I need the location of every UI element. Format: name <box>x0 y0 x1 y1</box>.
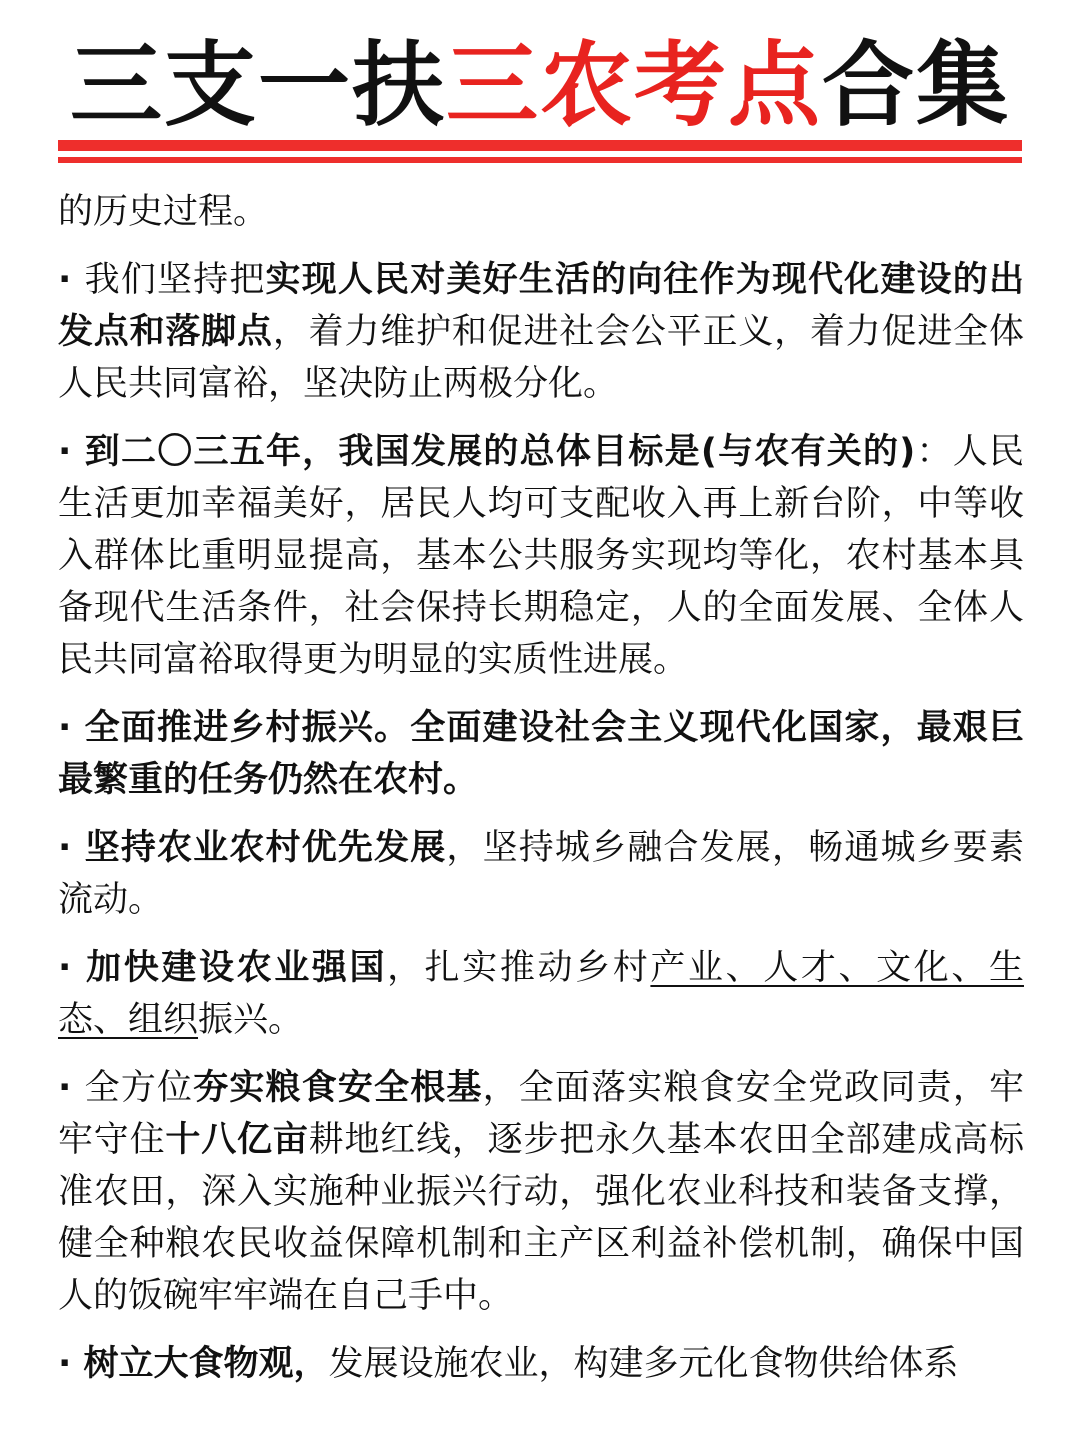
text-run: ，坚持城乡融合发展，畅通城乡要素流动。 <box>58 828 1024 920</box>
paragraph-continuation <box>58 186 1024 238</box>
bullet: · <box>58 1068 85 1108</box>
bold-phrase: 实现人民对美好生活的向往作为现代化建设的出发点和落脚点 <box>58 260 1024 352</box>
text-run: 我们坚持把 <box>84 260 266 300</box>
bold-phrase: 坚持农业农村优先发展 <box>84 828 447 868</box>
text-run: 耕地红线，逐步把永久基本农田全部建成高标准农田，深入实施种业振兴行动，强化农业科技和装备支撑，健全种粮农民收益保障机制和主产区利益补偿机制，确保中国人的饭碗牢牢端在自己手中。 <box>58 1120 1024 1316</box>
bold-phrase: 树立大食物观， <box>83 1344 329 1384</box>
paragraph-agriculture-priority <box>58 822 1024 926</box>
paragraph-agricultural-power <box>58 942 1024 1046</box>
text-run: ，扎实推动乡村 <box>387 948 651 988</box>
bold-phrase: 夯实粮食安全根基 <box>193 1068 483 1108</box>
bullet: · <box>58 260 85 300</box>
page-title <box>0 26 1080 146</box>
bold-phrase: 十八亿亩 <box>165 1120 309 1160</box>
text-run: ，全面落实粮食安全党政同责，牢牢守住 <box>58 1068 1024 1160</box>
paragraph-rural-revitalization <box>58 702 1024 806</box>
bold-phrase: 全面推进乡村振兴。全面建设社会主义现代化国家，最艰巨最繁重的任务仍然在农村。 <box>58 708 1024 800</box>
text-run: ，着力维护和促进社会公平正义，着力促进全体人民共同富裕，坚决防止两极分化。 <box>58 312 1024 404</box>
bullet: · <box>58 708 85 748</box>
paragraph-2035-goals <box>58 426 1024 686</box>
title-highlight: 三农考点 <box>445 32 822 139</box>
paragraph-big-food-view <box>58 1338 1024 1390</box>
underlined-phrase: 产业、人才、文化、生态、组织 <box>58 948 1024 1040</box>
bold-phrase: 到二〇三五年，我国发展的总体目标是(与农有关的) <box>84 432 916 472</box>
title-divider-thick <box>58 140 1022 151</box>
bullet: · <box>58 828 85 868</box>
paragraph-people-centered <box>58 254 1024 410</box>
bullet: · <box>58 948 87 988</box>
text-run: 的历史过程。 <box>58 192 269 232</box>
title-part-1: 三支一扶 <box>69 32 446 139</box>
text-run: 发展设施农业，构建多元化食物供给体系 <box>328 1344 959 1384</box>
text-run: ：人民生活更加幸福美好，居民人均可支配收入再上新台阶，中等收入群体比重明显提高，基本公共服务实现均等化，农村基本具备现代生活条件，社会保持长期稳定，人的全面发展、全体人民共同富裕取得更为明显的实质性进展。 <box>58 432 1024 680</box>
bullet: · <box>58 1344 84 1384</box>
article-body <box>58 186 1024 1406</box>
title-divider-thin <box>58 157 1022 163</box>
bold-phrase: 加快建设农业强国 <box>86 948 388 988</box>
paragraph-food-security <box>58 1062 1024 1322</box>
title-part-2: 合集 <box>822 32 1011 139</box>
bullet: · <box>58 432 85 472</box>
text-run: 全方位 <box>84 1068 194 1108</box>
text-run: 振兴。 <box>198 1000 304 1040</box>
